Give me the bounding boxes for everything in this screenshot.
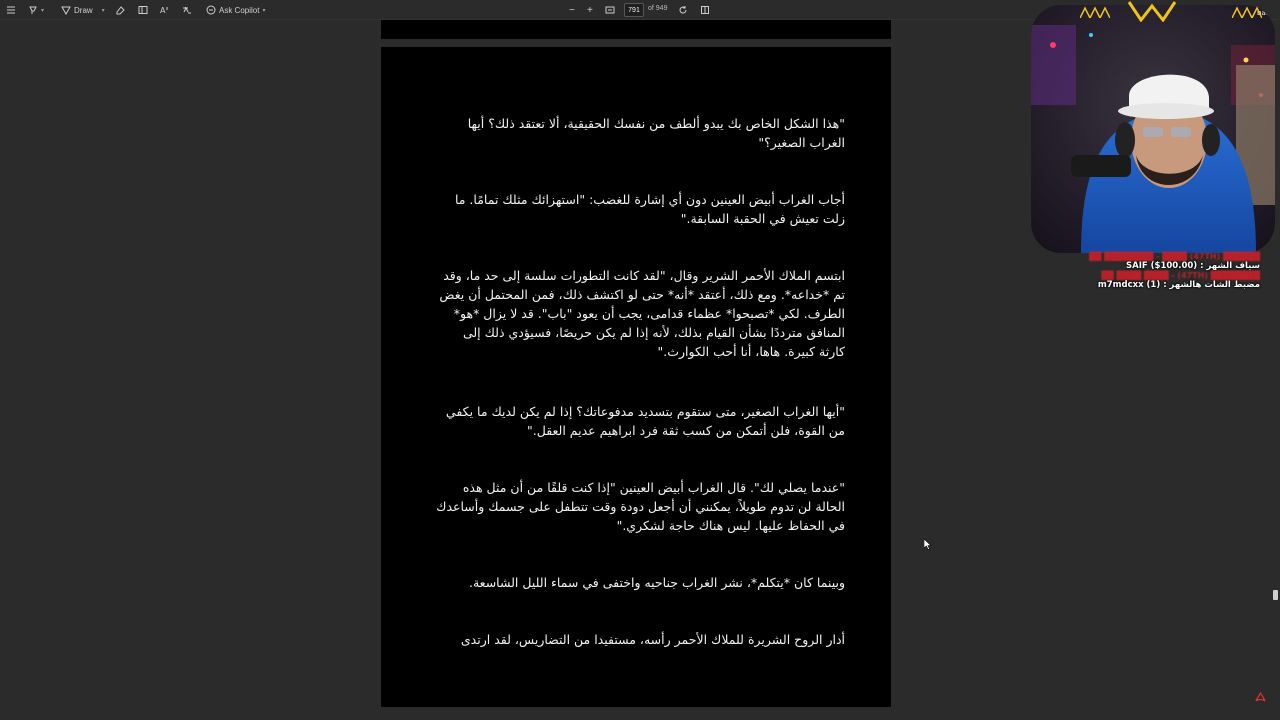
read-aloud-button[interactable] <box>160 3 170 17</box>
chat-line: ██████ (47TH) ████ - ████████ ██ <box>1089 252 1260 261</box>
stream-logo-icon <box>1127 0 1177 22</box>
erase-button[interactable] <box>115 3 125 17</box>
draw-label: Draw <box>74 5 93 15</box>
paragraph: ابتسم الملاك الأحمر الشرير وقال، "لقد كانت التطورات سلسة إلى حد ما، وقد تم *خداعه*. ومع ذلك، أعتقد *أنه* حتى لو اكتشف ذلك، فمن المحتمل أن يغض الطرف. لكي *تصبحوا* عظماء قدامى، يجب أن يعود "باب". قد لا يزال *هو* المنافق مترددًا بشأن القيام بذلك، لأنه إذا لم يكن حريصًا، فسيؤدي ذلك إلى كارثة كبيرة. هاها، أنا أحب الكوارث." <box>439 268 845 359</box>
read-aloud-icon <box>160 5 170 15</box>
page-view-icon <box>700 5 710 15</box>
fit-page-button[interactable] <box>605 3 615 17</box>
plus-icon: + <box>587 4 593 16</box>
ask-copilot-button[interactable] <box>206 3 265 17</box>
translate-icon <box>182 5 192 15</box>
chevron-down-icon: ▾ <box>101 7 105 14</box>
ask-copilot-label: Ask Copilot <box>219 5 260 15</box>
mouse-pointer-icon <box>924 539 932 550</box>
highlight-button[interactable] <box>28 3 44 17</box>
pdf-app-icon <box>1255 692 1266 703</box>
table-of-contents-button[interactable] <box>6 3 16 17</box>
pen-icon <box>61 5 71 15</box>
page-view-button[interactable] <box>700 3 710 17</box>
zoom-in-button[interactable] <box>587 3 593 17</box>
zoom-out-button[interactable] <box>569 3 575 17</box>
rotate-icon <box>678 5 688 15</box>
previous-page-bottom <box>381 20 891 39</box>
streamer-video <box>1031 5 1275 253</box>
rotate-button[interactable] <box>678 3 688 17</box>
chevron-down-icon: ▾ <box>41 7 45 14</box>
vertical-scrollbar-thumb[interactable] <box>1273 590 1278 600</box>
highlighter-icon <box>28 5 38 15</box>
text-box-icon <box>138 5 148 15</box>
chat-line: سياف الشهر : SAIF ($100.00) <box>1126 261 1260 271</box>
chat-line: ████████ (47TH) - ████ ████ ██ <box>1101 271 1260 280</box>
copilot-icon <box>206 5 216 15</box>
svg-text:A: A <box>160 6 166 15</box>
text-box-button[interactable] <box>138 3 148 17</box>
page-number-input[interactable]: 791 <box>624 3 644 17</box>
chat-line: مضبط الشات هالشهر : m7mdcxx (1) <box>1097 280 1260 290</box>
page-count: of 949 <box>648 5 668 12</box>
paragraph: "عندما يصلي لك". قال الغراب أبيض العينين "إذا كنت قلقًا من أن مثل هذه الحالة لن تدوم طويلاً، يمكنني أن أجعل دودة وقت تتطفل على جسمك وأساعدك في الحفاظ عليها. ليس هناك حاجة لشكري." <box>436 480 845 533</box>
webcam-feed <box>1031 5 1275 253</box>
paragraph: وبينما كان *يتكلم*، نشر الغراب جناحيه واختفى في سماء الليل الشاسعة. <box>468 575 845 590</box>
list-icon <box>6 5 16 15</box>
eraser-icon <box>115 5 125 15</box>
frame-ornament-icon <box>1080 4 1110 18</box>
paragraph: "أيها الغراب الصغير، متى ستقوم بتسديد مدفوعاتك؟ إذا لم يكن لديك ما يكفي من القوة، فلن أتمكن من كسب ثقة فرد ابراهيم عديم العقل." <box>445 404 845 438</box>
draw-button[interactable] <box>61 3 105 17</box>
fit-to-page-icon <box>605 5 615 15</box>
minus-icon: − <box>569 4 575 16</box>
paragraph: أدار الروح الشريرة للملاك الأحمر رأسه، مستفيدا من التضاريس، لقد ارتدى <box>460 632 845 647</box>
translate-button[interactable] <box>182 3 192 17</box>
pdf-page <box>381 47 891 707</box>
chevron-down-icon: ▾ <box>262 7 266 14</box>
paragraph: أجاب الغراب أبيض العينين دون أي إشارة للغضب: "استهزائك مثلك تمامًا. ما زلت تعيش في الحقبة السابقة." <box>454 192 845 226</box>
stream-chat-overlay <box>1060 252 1260 290</box>
cam-username: bat <box>1257 9 1269 17</box>
frame-ornament-icon <box>1232 4 1262 18</box>
paragraph: "هذا الشكل الخاص بك يبدو ألطف من نفسك الحقيقية، ألا تعتقد ذلك؟ أيها الغراب الصغير؟" <box>467 116 845 150</box>
